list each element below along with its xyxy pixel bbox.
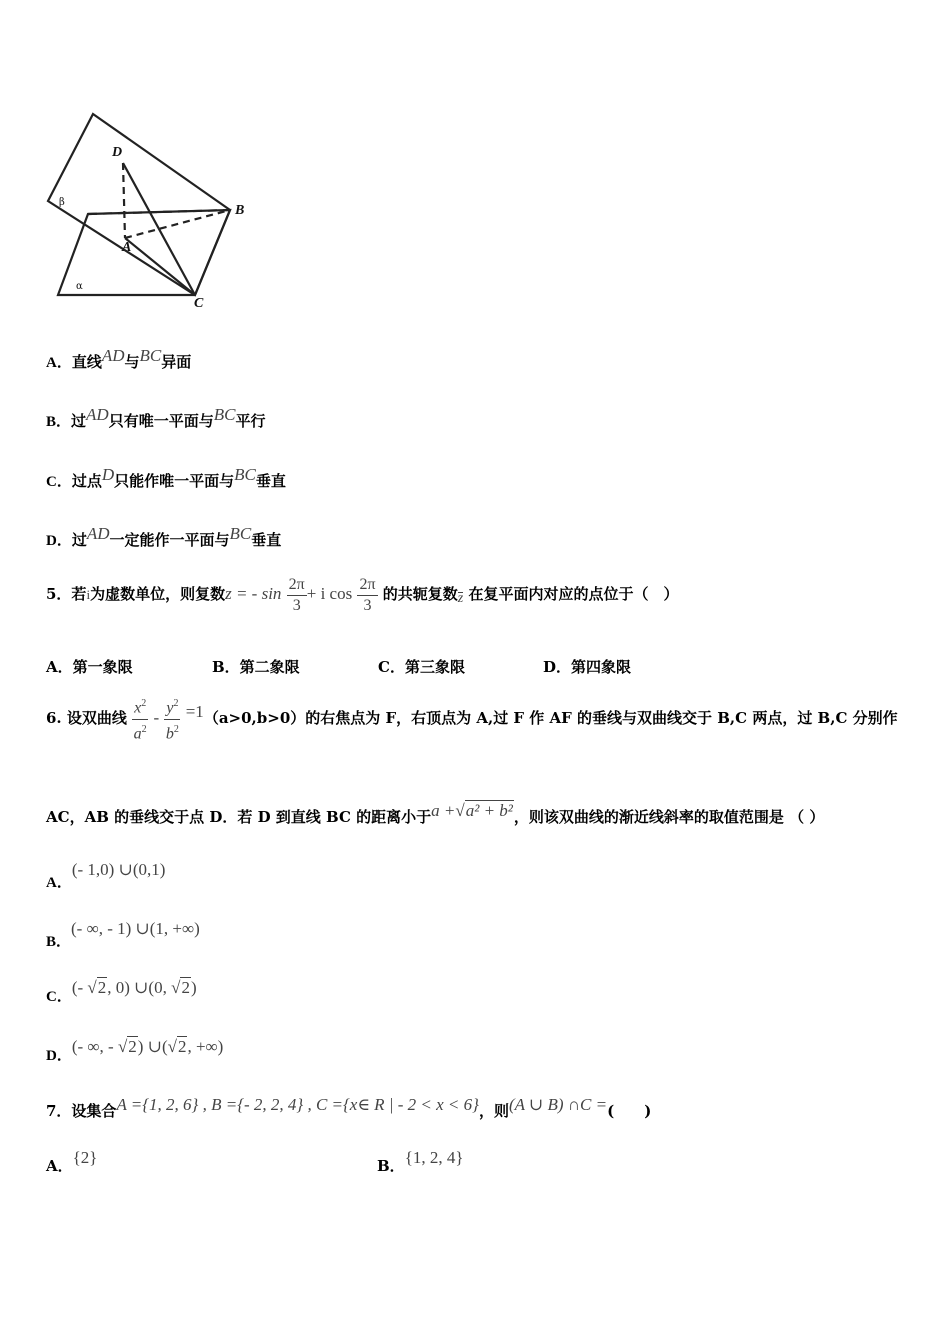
line-AC xyxy=(125,238,195,295)
q6-option-d[interactable]: D．(- ∞, - √2) ∪(√2, +∞) xyxy=(46,1037,224,1064)
q7-option-a[interactable]: A．{2} xyxy=(46,1148,98,1175)
line-DC xyxy=(123,163,195,295)
q6-option-c[interactable]: C．(- √2, 0) ∪(0, √2) xyxy=(46,978,197,1005)
question-6: 6. 设双曲线 $\frac{x^2}{a^2}$ - $\frac{y^2}{b^2}$ =1（a>0,b>0）的右焦点为 F，右顶点为 A,过 F 作 AF 的垂线与双曲线交于 B,C 两点，过 B,C 分别作 xyxy=(46,690,898,744)
geometry-figure xyxy=(40,108,280,318)
q4-option-c[interactable]: C．过点D只能作唯一平面与BC垂直 xyxy=(46,465,286,490)
question-6-cont: AC，AB 的垂线交于点 D．若 D 到直线 BC 的距离小于a +√a² + b²，则该双曲线的渐近线斜率的取值范围是 （ ） xyxy=(46,801,825,826)
q6-option-a[interactable]: A．(- 1,0) ∪(0,1) xyxy=(46,860,166,891)
label-D: D xyxy=(112,145,123,160)
q4-option-d[interactable]: D．过AD一定能作一平面与BC垂直 xyxy=(46,524,282,549)
fraction-x2-a2: $\frac{x^2}{a^2}$ xyxy=(132,694,148,744)
z-conjugate: z xyxy=(457,591,464,606)
plane-beta xyxy=(48,114,230,295)
q6-option-b[interactable]: B．(- ∞, - 1) ∪(1, +∞) xyxy=(46,919,200,950)
line-AB xyxy=(125,210,230,238)
q5-option-c[interactable]: C．第三象限 xyxy=(378,658,465,676)
label-alpha: α xyxy=(76,281,83,292)
label-C: C xyxy=(194,296,204,311)
q5-option-b[interactable]: B．第二象限 xyxy=(212,658,300,676)
q4-option-a[interactable]: A．直线AD与BC异面 xyxy=(46,346,192,371)
label-A: A xyxy=(122,240,132,255)
sqrt-a2-b2: √a² + b² xyxy=(455,801,513,820)
q7-option-b[interactable]: B．{1, 2, 4} xyxy=(377,1148,464,1175)
fraction-2pi-3-a: $\frac{2\pi}{3}$ xyxy=(288,575,305,614)
q4-option-b[interactable]: B．过AD只有唯一平面与BC平行 xyxy=(46,405,266,430)
question-5: 5．若i为虚数单位，则复数z = - sin $\frac{2\pi}{3}$ + i cos $\frac{2\pi}{3}$ 的共轭复数z 在复平面内对应的点位于（ ） xyxy=(46,575,679,614)
line-DA xyxy=(123,163,125,238)
q5-option-d[interactable]: D．第四象限 xyxy=(543,658,632,676)
fraction-y2-b2: $\frac{y^2}{b^2}$ xyxy=(164,694,180,744)
label-beta: β xyxy=(59,197,65,208)
label-B: B xyxy=(235,203,245,218)
q5-option-a[interactable]: A．第一象限 xyxy=(46,658,133,676)
fraction-2pi-3-b: $\frac{2\pi}{3}$ xyxy=(359,575,376,614)
question-7: 7．设集合A ={1, 2, 6} , B ={- 2, 2, 4} , C ={x∈ R | - 2 < x < 6}，则(A ∪ B) ∩C =( ) xyxy=(46,1095,652,1120)
